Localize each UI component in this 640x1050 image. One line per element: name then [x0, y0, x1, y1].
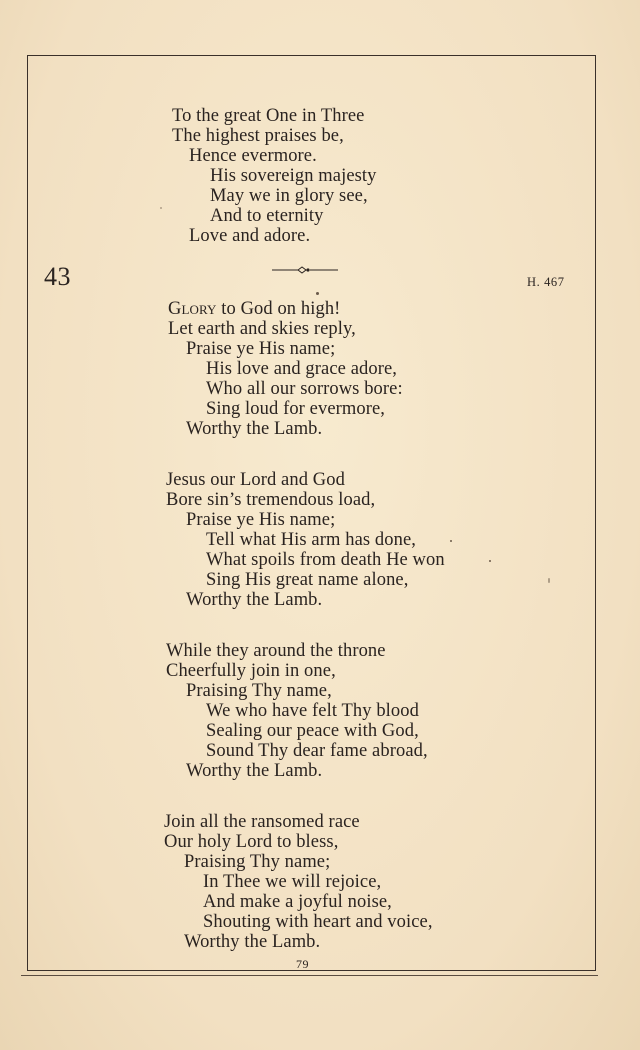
tune-reference: H. 467 — [527, 275, 565, 289]
verse-line: To the great One in Three — [172, 106, 365, 126]
verse-line: Our holy Lord to bless, — [164, 832, 339, 852]
verse-line: Sealing our peace with God, — [206, 721, 419, 741]
verse-line: Worthy the Lamb. — [186, 590, 323, 610]
paper-speck — [548, 578, 550, 583]
verse-line: Jesus our Lord and God — [166, 470, 345, 490]
page-number: 79 — [296, 957, 309, 971]
verse-line: Sound Thy dear fame abroad, — [206, 741, 428, 761]
first-line-rest: to God on high! — [216, 299, 341, 319]
verse-line: Sing His great name alone, — [206, 570, 409, 590]
verse-line: Love and adore. — [189, 226, 311, 246]
verse-line: Tell what His arm has done, — [206, 530, 416, 550]
verse-line: Praise ye His name; — [186, 339, 336, 359]
verse-line: In Thee we will rejoice, — [203, 872, 382, 892]
verse-line: And make a joyful noise, — [203, 892, 392, 912]
verse-line: His love and grace adore, — [206, 359, 398, 379]
first-word-small-caps: Glory — [168, 299, 217, 319]
verse-line: What spoils from death He won — [206, 550, 445, 570]
verse-line: And to eternity — [210, 206, 324, 226]
verse-line: Cheerfully join in one, — [166, 661, 336, 681]
verse-line: Worthy the Lamb. — [186, 419, 323, 439]
verse-line: Praising Thy name, — [186, 681, 332, 701]
verse-line: Shouting with heart and voice, — [203, 912, 433, 932]
verse-line: While they around the throne — [166, 641, 386, 661]
verse-line: Worthy the Lamb. — [186, 761, 323, 781]
verse-line: We who have felt Thy blood — [206, 701, 419, 721]
paper-speck — [160, 207, 162, 209]
ornament-divider-icon — [272, 264, 338, 276]
verse-line: Praising Thy name; — [184, 852, 331, 872]
paper-speck — [450, 540, 452, 542]
verse-line: Who all our sorrows bore: — [206, 379, 403, 399]
verse-line: Let earth and skies reply, — [168, 319, 356, 339]
verse-line: May we in glory see, — [210, 186, 368, 206]
verse-line: Sing loud for evermore, — [206, 399, 386, 419]
verse-line: Praise ye His name; — [186, 510, 336, 530]
verse-line: Join all the ransomed race — [164, 812, 360, 832]
page-border-bottom-rule — [21, 975, 598, 976]
verse-line — [168, 299, 340, 319]
hymn-number: 43 — [44, 262, 71, 291]
verse-line: Hence evermore. — [189, 146, 317, 166]
paper-speck — [316, 292, 319, 295]
verse-line: The highest praises be, — [172, 126, 344, 146]
verse-line: His sovereign majesty — [210, 166, 377, 186]
paper-speck — [489, 560, 491, 562]
verse-line: Worthy the Lamb. — [184, 932, 321, 952]
verse-line: Bore sin’s tremendous load, — [166, 490, 376, 510]
